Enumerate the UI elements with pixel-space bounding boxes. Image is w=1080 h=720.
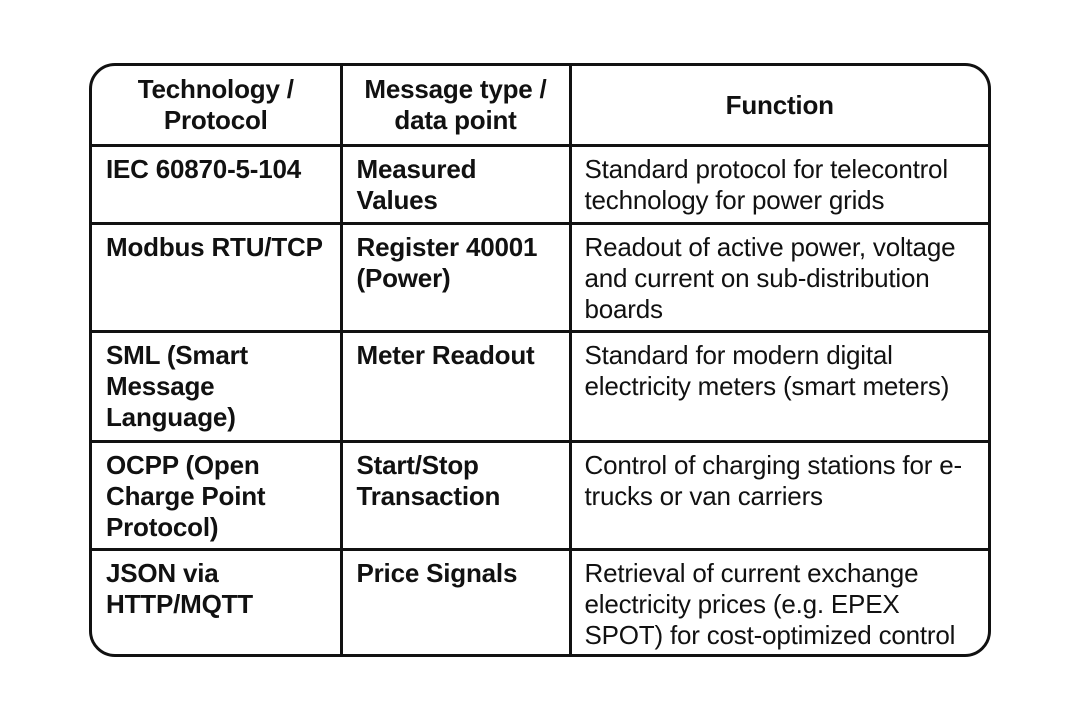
cell-technology: SML (Smart Message Language) [92, 332, 341, 442]
cell-function: Retrieval of current exchange electricity prices (e.g. EPEX SPOT) for cost-optimized control [570, 550, 988, 656]
cell-message-type: Measured Values [341, 146, 570, 224]
table-row [92, 332, 988, 442]
header-message-type: Message type / data point [341, 66, 570, 146]
cell-message-type: Price Signals [341, 550, 570, 656]
cell-message-type: Register 40001 (Power) [341, 224, 570, 332]
table-row [92, 146, 988, 224]
cell-function: Standard for modern digital electricity meters (smart meters) [570, 332, 988, 442]
protocol-table [92, 66, 988, 655]
header-function: Function [570, 66, 988, 146]
cell-technology: Modbus RTU/TCP [92, 224, 341, 332]
cell-message-type: Start/Stop Transaction [341, 442, 570, 550]
cell-message-type: Meter Readout [341, 332, 570, 442]
table-header-row [92, 66, 988, 146]
table-row [92, 224, 988, 332]
cell-function: Control of charging stations for e-trucks or van carriers [570, 442, 988, 550]
cell-technology: OCPP (Open Charge Point Protocol) [92, 442, 341, 550]
cell-technology: IEC 60870-5-104 [92, 146, 341, 224]
table-row [92, 442, 988, 550]
protocol-table-frame [89, 63, 991, 657]
cell-function: Readout of active power, voltage and current on sub-distribution boards [570, 224, 988, 332]
header-technology: Technology / Protocol [92, 66, 341, 146]
table-row [92, 550, 988, 656]
cell-technology: JSON via HTTP/MQTT [92, 550, 341, 656]
cell-function: Standard protocol for telecontrol technology for power grids [570, 146, 988, 224]
